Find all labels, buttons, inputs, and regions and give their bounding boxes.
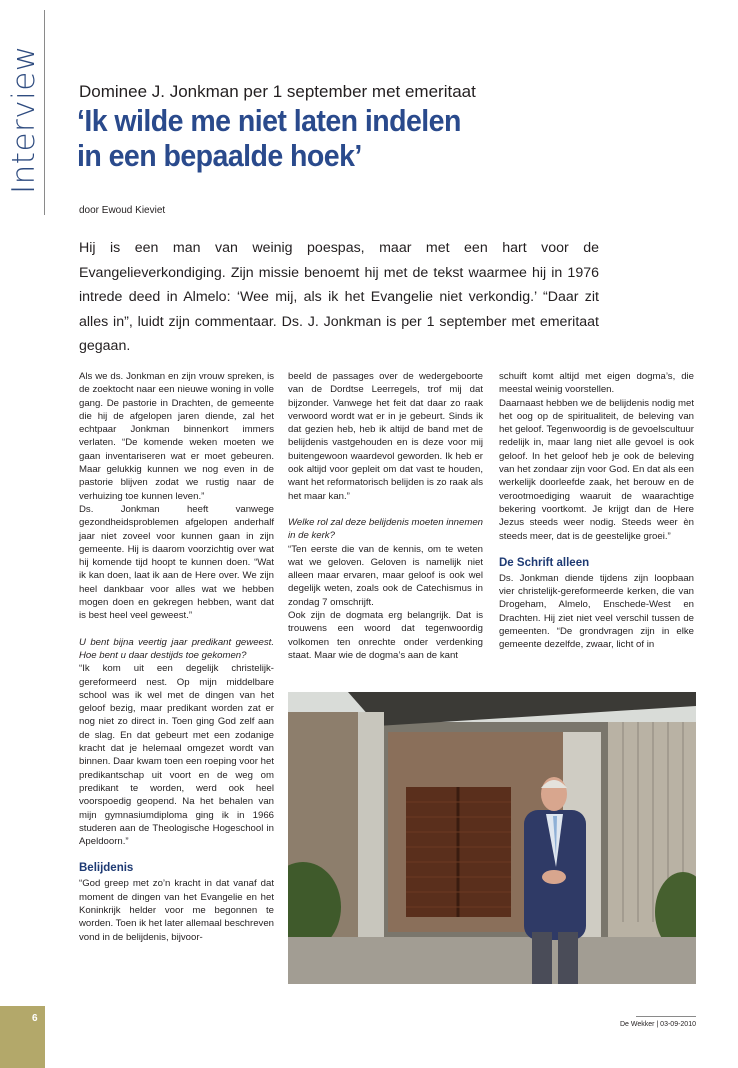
text-column-3 (499, 370, 694, 652)
lead-paragraph: Hij is een man van weinig poespas, maar met een hart voor de Evangelieverkondiging. Zijn missie benoemt hij met de tekst waarmee hij in 1976 intrede deed in Almelo: ‘Wee mij, als ik het Evangelie niet verkondig.’ “Daar zit alles in”, luidt zijn commentaar. Ds. J. Jonkman is per 1 september met emeritaat gegaan. (79, 240, 599, 354)
page-number-tab (0, 1006, 45, 1068)
text-column-1 (79, 370, 274, 944)
subheading: De Schrift alleen (499, 556, 590, 569)
article-kicker: Dominee J. Jonkman per 1 september met emeritaat (79, 82, 476, 101)
photo-illustration (288, 692, 696, 984)
section-rule (44, 10, 45, 215)
paragraph: “God greep met zo’n kracht in dat vanaf dat moment de dingen van het Evangelie en het Koninkrijk helder voor me begonnen te worden. Toen ik het later allemaal beschreven vond in de belijdenis, bijvoor- (79, 878, 275, 943)
headline-line-2: in een bepaalde hoek’ (77, 138, 362, 173)
paragraph: Ds. Jonkman diende tijdens zijn loopbaan vier christelijk-gereformeerde kerken, die van Drogeham, Almelo, Enschede-West en Drachten. Hij ziet niet veel verschil tussen de gemeenten. “De grondvragen zijn in elke gemeente dezelfde, zwaar, licht of in (499, 572, 694, 651)
paragraph: Daarnaast hebben we de belijdenis nodig met het oog op de spiritualiteit, de beleving van het geloof. Tegenwoordig is de gevoelscultuur redelijk in, maar lang niet alle gevoel is ook geloof. In het geloof heb je ook de beleving van het zondaar zijn voor God. En dat als een werkelijk doorleefde zaak, het berouw en de verootmoediging waaruit de waarachtige bekering voortkomt. Je krijgt dan de Here Jezus steeds weer nodig. Steeds weer èn steeds meer, dat is de geestelijke groei.” (499, 397, 694, 542)
interview-question: U bent bijna veertig jaar predikant geweest. Hoe bent u daar destijds toe gekomen? (79, 636, 274, 661)
footer-rule (636, 1016, 696, 1017)
interview-question: Welke rol zal deze belijdenis moeten innemen in de kerk? (288, 516, 484, 542)
portrait-photo (288, 692, 696, 984)
paragraph: “Ten eerste die van de kennis, om te weten wat we geloven. Geloven is namelijk niet alleen maar ervaren, maar geloof is ook wel degelijk weten, zoals ook de Catechismus in zondag 7 omschrijft. (288, 543, 483, 608)
paragraph: Ook zijn de dogmata erg belangrijk. Dat is trouwens een woord dat tegenwoordig volkomen ten onrechte onder verdenking staat. Maar wie de dogma’s aan de kant (288, 610, 483, 661)
subheading: Belijdenis (79, 862, 134, 875)
page-number: 6 (32, 1013, 38, 1024)
text-column-2 (288, 370, 483, 662)
publication-footer: De Wekker | 03-09-2010 (619, 1021, 696, 1028)
paragraph: beeld de passages over de wedergeboorte van de Dordtse Leerregels, trof mij dat bijzonder. Vanwege het feit dat daar zo raak verwoord wordt wat er in je gebeurt. Sinds ik dat gezien heb, heb ik altijd de band met de belijdenis vastgehouden en is deze voor mij buitengewoon waardevol geworden. Ik heb er ook altijd voor gepleit om dat vast te houden, want het reformatorisch belijden is zo raak als het maar kan.” (288, 371, 483, 502)
paragraph: schuift komt altijd met eigen dogma’s, die meestal weinig voorstellen. (499, 371, 694, 396)
byline: door Ewoud Kieviet (79, 205, 166, 216)
paragraph: Als we ds. Jonkman en zijn vrouw spreken, is de zoektocht naar een nieuwe woning in volle gang. De pastorie in Drachten, de gemeente die hij de afgelopen jaren diende, zal het echtpaar Jonkman binnenkort immers verlaten. “De komende weken moeten we gaan inventariseren wat er moet gebeuren. Maar gelukkig kunnen we nog even in de pastorie blijven zodat we rustig naar de verhuizing toe kunnen leven.” (79, 371, 274, 502)
paragraph: Ds. Jonkman heeft vanwege gezondheidsproblemen afgelopen anderhalf jaar niet zoveel voor kunnen gaan in zijn gemeente. Hij is daarom voorzichtig over wat hij komende tijd hoopt te kunnen doen. “Wat ik kan doen, laat ik aan de Here over. We zijn heel dankbaar voor alles wat we hebben mogen doen en gekregen hebben, want dat is best heel veel geweest.” (79, 503, 274, 622)
article-headline (77, 103, 461, 173)
paragraph: “Ik kom uit een degelijk christelijk-gereformeerd nest. Op mijn middelbare school was ik wel met de dingen van het geloof bezig, maar predikant worden zat er nog niet zo direct in. Toen ging God zelf aan de slag. En dat gebeurt met een zodanige kracht dat je helemaal omgezet wordt van binnen. Daar kwam toen een roeping voor het predikantschap uit voort en de weg om predikant te worden, werd ook heel voorspoedig geopend. Na het behalen van mijn gymnasiumdiploma ging ik in 1966 studeren aan de Theologische Hogeschool in Apeldoorn.” (79, 663, 274, 848)
section-label: Interview (6, 45, 42, 194)
headline-line-1: ‘Ik wilde me niet laten indelen (77, 103, 461, 138)
